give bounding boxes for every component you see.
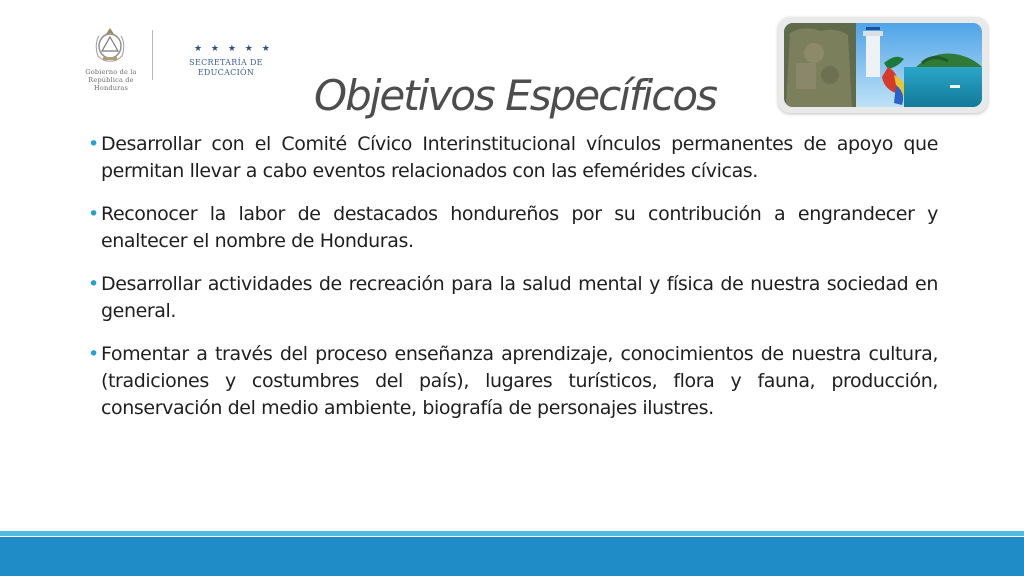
bullet-dot-icon: • (88, 203, 99, 225)
bullet-dot-icon: • (88, 133, 99, 155)
slide-title: Objetivos Específicos (314, 71, 716, 120)
stars-icon: ★ ★ ★ ★ ★ (194, 44, 273, 54)
tourism-photo-collage (778, 17, 988, 113)
coat-of-arms-icon (90, 26, 130, 64)
bullet-item (88, 131, 938, 185)
footer-accent-line (0, 531, 1024, 536)
bullet-text: Desarrollar con el Comité Cívico Interinstitucional vínculos permanentes de apoyo que permitan llevar a cabo eventos relacionados con las efemérides cívicas. (101, 133, 938, 182)
bullet-dot-icon: • (88, 343, 99, 365)
bullet-item (88, 201, 938, 255)
bullet-list (88, 131, 938, 438)
gobierno-logo-text: Gobierno de la República de Honduras (85, 68, 137, 92)
bullet-item (88, 271, 938, 325)
footer-bar (0, 537, 1024, 576)
bullet-dot-icon: • (88, 273, 99, 295)
bullet-item (88, 341, 938, 422)
bullet-text: Reconocer la labor de destacados hondureños por su contribución a engrandecer y enaltecer el nombre de Honduras. (101, 203, 938, 252)
gobierno-logo (74, 26, 148, 92)
secretaria-logo-text: SECRETARÍA DE EDUCACIÓN (189, 58, 263, 77)
bullet-text: Desarrollar actividades de recreación para la salud mental y física de nuestra sociedad en general. (101, 273, 938, 322)
bullet-text: Fomentar a través del proceso enseñanza aprendizaje, conocimientos de nuestra cultura, (tradiciones y costumbres del país), lugares turísticos, flora y fauna, producción, conservación del medio ambiente, biografía de personajes ilustres. (101, 343, 938, 419)
collage-image-icon (784, 23, 982, 107)
secretaria-logo (166, 44, 286, 77)
logo-divider (152, 30, 153, 80)
